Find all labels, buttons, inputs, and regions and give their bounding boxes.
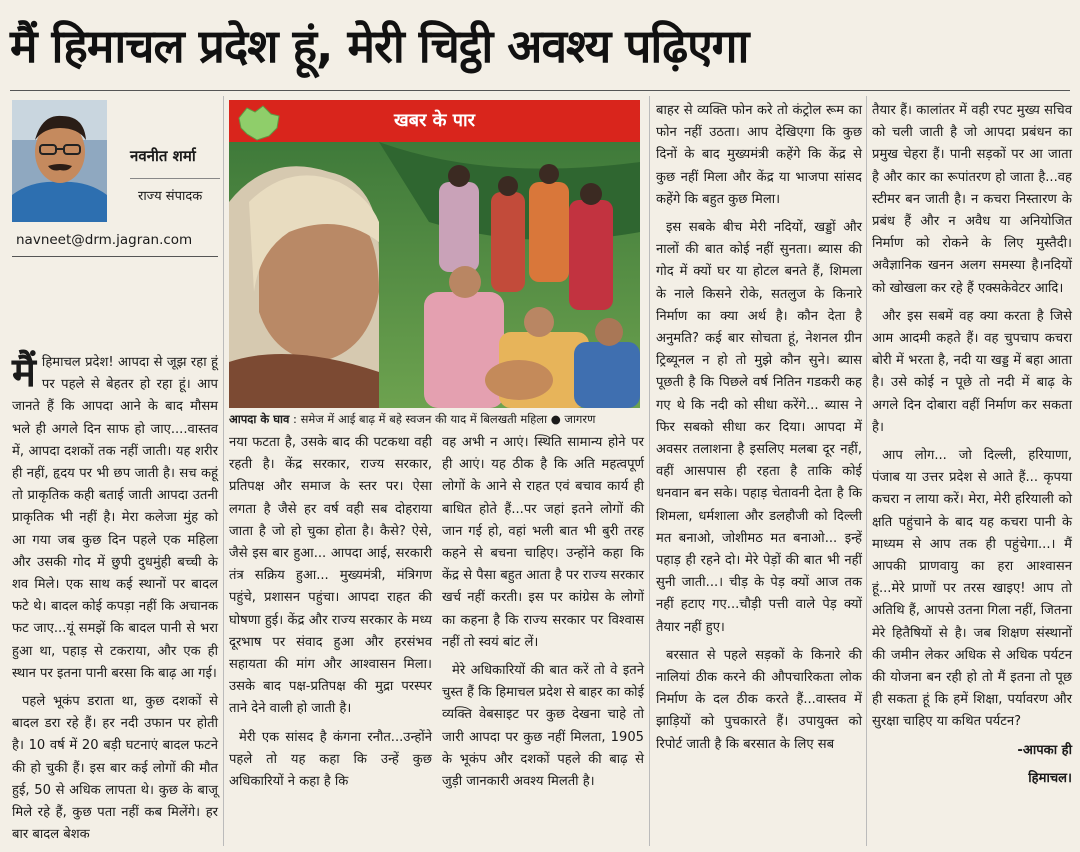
author-name: नवनीत शर्मा: [130, 147, 196, 165]
column-divider: [649, 96, 650, 846]
paragraph: पहले भूकंप डराता था, कुछ दशकों से बादल डरा रहे हैं। हर नदी उफान पर होती है। 10 वर्ष में 20 बड़ी घटनाएं बादल फटने की हो चुकी हैं। इस बार कई लोगों की मौत हुई, 50 से अधिक लापता थे। कुछ के बाजू मिले रहे हैं, कुछ पता नहीं कब मिलेंगे। हर बार बादल बेशक: [12, 694, 218, 843]
email-divider: [12, 256, 218, 257]
headline-rule: [10, 90, 1070, 91]
headline: मैं हिमाचल प्रदेश हूं, मेरी चिट्ठी अवश्य पढ़िएगा: [10, 19, 749, 73]
paragraph: नया फटता है, उसके बाद की पटकथा वही रहती है। केंद्र सरकार, राज्य सरकार, प्रतिपक्ष और समाज के स्तर पर। ऐसा लगता है जैसे हर वर्ष वही सब दोहराया जाता है जो हो चुका होता है। कैसे? ऐसे, जैसे इस बार हुआ... आपदा आई, सरकारी तंत्र सक्रिय हुआ... मुख्यमंत्री, मंत्रिगण पहुंचे, प्रशासन पहुंचा। आपदा राहत की घोषणा हुई। केंद्र और राज्य सरकार के मध्य दूरभाष पर संवाद हुआ और हरसंभव सहायता की मांग और आश्वासन मिला। उसके बाद पक्ष-प्रतिपक्ष की मुद्रा परस्पर ताने देने वाली हो जाती है।: [229, 435, 432, 717]
article-column-4: [656, 100, 862, 762]
caption-text: : समेज में आई बाढ़ में बहे स्वजन की याद में बिलखती महिला: [289, 412, 548, 426]
signoff-line-1: -आपका ही: [1017, 742, 1072, 758]
caption-lead: आपदा के घाव: [229, 412, 290, 426]
author-email[interactable]: navneet@drm.jagran.com: [16, 232, 193, 248]
article-column-2: [229, 432, 432, 799]
paragraph: आप लोग... जो दिल्ली, हरियाणा, पंजाब या उत्तर प्रदेश से आते हैं... कृपया कचरा न लाया करें। मेरा, मेरी हरियाली को क्षति पहुंचाने के बाद यह कचरा पानी के माध्यम से आप तक ही पहुंचेगा...। मैं आपकी प्राणवायु का हरा आश्वासन हूं...मेरे प्राणों पर तरस खाइए! आप तो अतिथि हैं, आपसे उतना गिला नहीं, जितना मेरे हितैषियों से है। जब शिक्षण संस्थानों की जमीन लेकर अधिक से अधिक पर्यटन की योजना बन रही हो तो मैं इतना तो पूछ ही सकता हूं कि हमें शिक्षा, पर्यावरण और सुरक्षा चाहिए या कथित पर्यटन?: [872, 448, 1072, 730]
banner-label: खबर के पार: [394, 110, 475, 131]
article-column-3: [442, 432, 644, 799]
paragraph: मेरी एक सांसद है कंगना रनौत...उन्होंने पहले तो यह कहा कि उन्हें कुछ अधिकारियों ने कहा है कि: [229, 729, 432, 790]
paragraph: वह अभी न आएं। स्थिति सामान्य होने पर ही आएं। यह ठीक है कि अति महत्वपूर्ण लोगों के आने से राहत एवं बचाव कार्य ही बाधित होते हैं...पर जहां इतने लोगों की जान गई हो, वहां भली बात भी बुरी तरह कहने से बचना चाहिए। उन्होंने कहा कि केंद्र से पैसा बहुत आता है पर राज्य सरकार खर्च नहीं करती। इस पर कांग्रेस के लोगों का कहना है कि राज्य सरकार पर विश्वास नहीं तो स्वयं बांट लें।: [442, 435, 644, 650]
section-banner: [229, 100, 640, 142]
paragraph: तैयार हैं। कालांतर में वही रपट मुख्य सचिव को चली जाती है जो आपदा प्रबंधन का प्रमुख चेहरा हैं। पानी सड़कों पर आ जाता है और कार का रूपांतरण हो जाता है...वह स्टीमर बन जाती है। न कचरा निस्तारण के प्रबंध हैं और न अवैध या अनियोजित निर्माण को रोकने के लिए मुस्तैदी। अवैज्ञानिक खनन अलग समस्या है।नदियों को खोखला कर रहे हैं एक्सकेवेटर आदि।: [872, 103, 1072, 296]
paragraph: बाहर से व्यक्ति फोन करे तो कंट्रोल रूम का फोन नहीं उठता। आप देखिएगा कि कुछ दिनों के बाद मुख्यमंत्री कहेंगे कि केंद्र से कुछ नहीं मिला और केंद्र या भाजपा सांसद कहेंगे कि बहुत कुछ मिला।: [656, 103, 862, 207]
paragraph: इस सबके बीच मेरी नदियों, खड्डों और नालों की बात कोई नहीं सुनता। ब्यास की गोद में क्यों घर या होटल बनते हैं, शिमला के नाले किसने रोके, सतलुज के किनारे निर्माण का क्या अर्थ है। कौन देता है अनुमति? कई बार सोचता हूं, नेशनल ग्रीन ट्रिब्यूनल न हो तो मुझे कौन सुने। ब्यास पूछती है कि पिछले वर्ष नितिन गडकरी कह गए थे कि नदी को सीधा करेंगे... ब्यास ने फिर सबको सीधा कर दिया। आपदा में अवसर तलाशना है इसलिए मलबा दूर नहीं, वहीं आसपास ही रहता है ताकि कोई धनवान बन सके। पहाड़ चेतावनी देता है कि शिमला, धर्मशाला और डलहौजी को दिल्ली मत बनाओ, जोशीमठ मत बनाओ... इन्हें पहाड़ ही रहने दो। मेरे पेड़ों की बात भी नहीं सुनी जाती...। चीड़ के पेड़ क्यों आज तक नहीं हटाए गए...चौड़ी पत्ती वाले पेड़ क्यों तैयार नहीं हुए।: [656, 220, 862, 635]
column-divider: [866, 96, 867, 846]
signoff-line-2: हिमाचल।: [1028, 770, 1072, 786]
photo-caption: [229, 410, 642, 428]
author-photo: [12, 100, 107, 222]
caption-credit: ● जागरण: [550, 412, 596, 426]
column-divider: [223, 96, 224, 846]
author-divider: [130, 178, 220, 179]
article-column-1: [12, 352, 218, 852]
paragraph: मेरे अधिकारियों की बात करें तो वे इतने चुस्त हैं कि हिमाचल प्रदेश से बाहर का कोई व्यक्ति वेबसाइट पर कुछ देखना चाहे तो जारी आपदा पर कुछ नहीं मिलता, 1905 के भूकंप और दशकों पहले की बाढ़ से जुड़ी जानकारी अवश्य मिलती है।: [442, 663, 644, 790]
drop-cap: मैं: [12, 350, 36, 396]
article-column-5: [872, 100, 1072, 796]
paragraph: बरसात से पहले सड़कों के किनारे की नालियां ठीक करने की औपचारिकता लोक निर्माण के दल ठीक करते हैं...वास्तव में झाड़ियों को पुचकारते हैं। उपायुक्त को रिपोर्ट जाती है कि बरसात के लिए सब: [656, 647, 862, 752]
news-photo: [229, 142, 640, 408]
author-title: राज्य संपादक: [138, 189, 203, 204]
paragraph: हिमाचल प्रदेश! आपदा से जूझ रहा हूं पर पहले से बेहतर हो रहा हूं। आप जानते हैं कि आपदा आने के बाद मौसम भले ही अगले दिन साफ हो जाए....वास्तव में, आपदा दशकों तक नहीं जाती। यह शरीर ही नहीं, हृदय पर भी छप जाती है। सच कहूं तो प्राकृतिक कही बताई जाती आपदा उतनी प्राकृतिक भी नहीं है। मेरा कलेजा मुंह को आ गया जब कुछ दिन पहले एक महिला और उसकी गोद में छुपी दुधमुंही बच्ची के शव मिले। एक साथ कई स्थानों पर बादल फटे थे। बादल कोई कपड़ा नहीं कि अचानक फट जाए...यूं समझें कि बादल पानी से भरा हुआ था, पहाड़ से टकराया, और एक ही स्थान पर इतना पानी बरसा कि बाढ़ आ गई।: [12, 355, 218, 681]
paragraph: और इस सबमें वह क्या करता है जिसे आम आदमी कहते हैं। वह चुपचाप कचरा बोरी में भरता है, नदी या खड्ड में बहा आता है। उसे कोई न पूछे तो नदी में बाढ़ के अगले दिन दोबारा वहीं निर्माण कर सकता है।: [872, 308, 1072, 435]
